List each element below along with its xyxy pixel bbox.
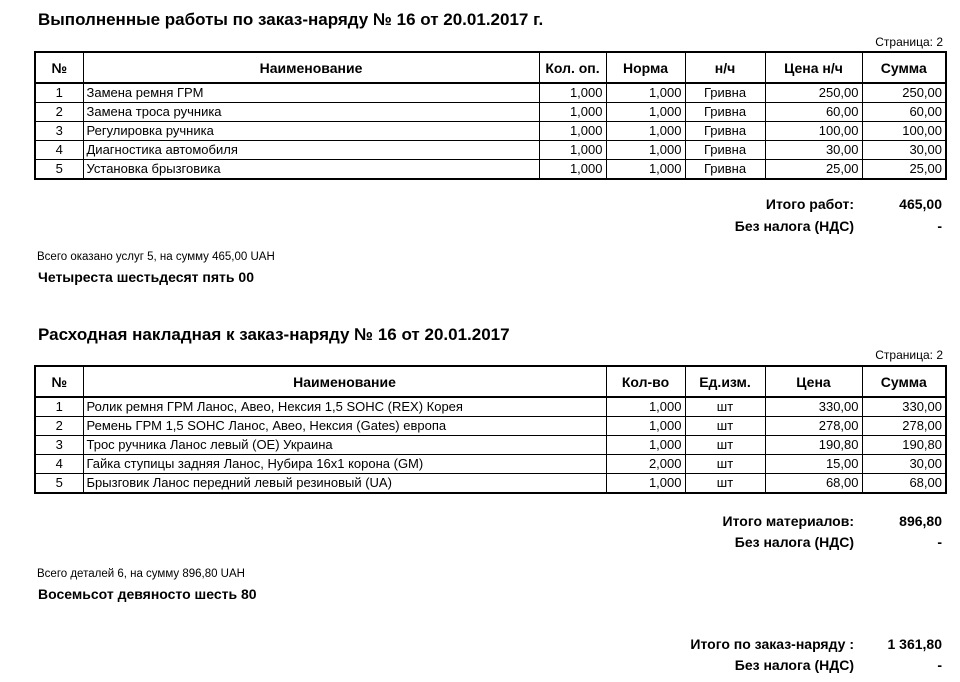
materials-page-label: Страница: 2 <box>875 348 943 362</box>
row-norm: 1,000 <box>606 160 685 180</box>
table-row <box>35 397 946 417</box>
row-number: 3 <box>35 122 83 141</box>
row-name: Трос ручника Ланос левый (OE) Украина <box>83 436 606 455</box>
materials-tax-value: - <box>937 534 942 550</box>
row-name: Ремень ГРМ 1,5 SOHC Ланос, Авео, Нексия (Gates) европа <box>83 417 606 436</box>
row-sum: 100,00 <box>862 122 946 141</box>
works-total-label: Итого работ: <box>765 196 854 212</box>
table-row <box>35 103 946 122</box>
grand-total-value: 1 361,80 <box>887 636 942 652</box>
materials-header-row <box>35 366 946 397</box>
works-tax-value: - <box>937 218 942 234</box>
works-tax-label: Без налога (НДС) <box>734 218 854 234</box>
row-number: 3 <box>35 436 83 455</box>
row-qty: 1,000 <box>539 83 606 103</box>
works-col-price: Цена н/ч <box>765 52 862 83</box>
row-unit: шт <box>685 397 765 417</box>
row-qty: 1,000 <box>606 474 685 494</box>
grand-total-tax-value: - <box>937 657 942 673</box>
row-qty: 1,000 <box>606 417 685 436</box>
row-price: 190,80 <box>765 436 862 455</box>
row-norm: 1,000 <box>606 103 685 122</box>
row-unit: Гривна <box>685 83 765 103</box>
materials-col-number: № <box>35 366 83 397</box>
works-col-number: № <box>35 52 83 83</box>
materials-table <box>34 365 947 494</box>
row-unit: шт <box>685 455 765 474</box>
row-number: 4 <box>35 455 83 474</box>
grand-total-tax-label: Без налога (НДС) <box>734 657 854 673</box>
works-total-value: 465,00 <box>899 196 942 212</box>
materials-col-qty: Кол-во <box>606 366 685 397</box>
row-price: 278,00 <box>765 417 862 436</box>
works-col-unit: н/ч <box>685 52 765 83</box>
row-qty: 1,000 <box>606 436 685 455</box>
table-row <box>35 474 946 494</box>
row-number: 2 <box>35 103 83 122</box>
works-title: Выполненные работы по заказ-наряду № 16 от 20.01.2017 г. <box>38 10 544 29</box>
row-name: Замена ремня ГРМ <box>83 83 539 103</box>
row-sum: 68,00 <box>862 474 946 494</box>
table-row <box>35 436 946 455</box>
row-unit: Гривна <box>685 141 765 160</box>
row-price: 68,00 <box>765 474 862 494</box>
row-sum: 250,00 <box>862 83 946 103</box>
works-col-norm: Норма <box>606 52 685 83</box>
works-amount-words: Четыреста шестьдесят пять 00 <box>38 269 254 285</box>
materials-col-sum: Сумма <box>862 366 946 397</box>
row-name: Диагностика автомобиля <box>83 141 539 160</box>
row-name: Замена троса ручника <box>83 103 539 122</box>
materials-total-value: 896,80 <box>899 513 942 529</box>
row-sum: 278,00 <box>862 417 946 436</box>
materials-summary: Всего деталей 6, на сумму 896,80 UAH <box>37 568 245 580</box>
grand-total-label: Итого по заказ-наряду : <box>690 636 854 652</box>
materials-tax-label: Без налога (НДС) <box>734 534 854 550</box>
materials-amount-words: Восемьсот девяносто шесть 80 <box>38 586 257 602</box>
row-name: Брызговик Ланос передний левый резиновый (UA) <box>83 474 606 494</box>
table-row <box>35 417 946 436</box>
row-norm: 1,000 <box>606 83 685 103</box>
row-number: 1 <box>35 83 83 103</box>
row-price: 100,00 <box>765 122 862 141</box>
row-sum: 330,00 <box>862 397 946 417</box>
materials-col-name: Наименование <box>83 366 606 397</box>
row-price: 30,00 <box>765 141 862 160</box>
row-name: Гайка ступицы задняя Ланос, Нубира 16x1 корона (GM) <box>83 455 606 474</box>
row-unit: шт <box>685 474 765 494</box>
row-qty: 1,000 <box>606 397 685 417</box>
row-qty: 1,000 <box>539 103 606 122</box>
row-sum: 30,00 <box>862 455 946 474</box>
row-sum: 25,00 <box>862 160 946 180</box>
row-sum: 30,00 <box>862 141 946 160</box>
row-norm: 1,000 <box>606 122 685 141</box>
row-sum: 60,00 <box>862 103 946 122</box>
row-name: Регулировка ручника <box>83 122 539 141</box>
works-col-sum: Сумма <box>862 52 946 83</box>
works-table <box>34 51 947 180</box>
table-row <box>35 83 946 103</box>
row-qty: 2,000 <box>606 455 685 474</box>
materials-col-price: Цена <box>765 366 862 397</box>
works-page-label: Страница: 2 <box>875 35 943 49</box>
row-price: 15,00 <box>765 455 862 474</box>
row-price: 60,00 <box>765 103 862 122</box>
row-price: 25,00 <box>765 160 862 180</box>
row-number: 5 <box>35 160 83 180</box>
materials-total-label: Итого материалов: <box>722 513 854 529</box>
row-name: Установка брызговика <box>83 160 539 180</box>
row-price: 330,00 <box>765 397 862 417</box>
row-price: 250,00 <box>765 83 862 103</box>
row-qty: 1,000 <box>539 122 606 141</box>
works-summary: Всего оказано услуг 5, на сумму 465,00 UAH <box>37 251 275 263</box>
materials-col-unit: Ед.изм. <box>685 366 765 397</box>
table-row <box>35 160 946 180</box>
row-unit: Гривна <box>685 122 765 141</box>
row-number: 4 <box>35 141 83 160</box>
row-number: 5 <box>35 474 83 494</box>
row-number: 1 <box>35 397 83 417</box>
works-header-row <box>35 52 946 83</box>
row-norm: 1,000 <box>606 141 685 160</box>
materials-title: Расходная накладная к заказ-наряду № 16 от 20.01.2017 <box>38 325 510 344</box>
table-row <box>35 455 946 474</box>
table-row <box>35 141 946 160</box>
row-sum: 190,80 <box>862 436 946 455</box>
table-row <box>35 122 946 141</box>
works-col-qty: Кол. оп. <box>539 52 606 83</box>
row-number: 2 <box>35 417 83 436</box>
row-unit: Гривна <box>685 160 765 180</box>
row-qty: 1,000 <box>539 160 606 180</box>
row-name: Ролик ремня ГРМ Ланос, Авео, Нексия 1,5 SOHC (REX) Корея <box>83 397 606 417</box>
row-qty: 1,000 <box>539 141 606 160</box>
works-col-name: Наименование <box>83 52 539 83</box>
row-unit: шт <box>685 417 765 436</box>
row-unit: шт <box>685 436 765 455</box>
row-unit: Гривна <box>685 103 765 122</box>
